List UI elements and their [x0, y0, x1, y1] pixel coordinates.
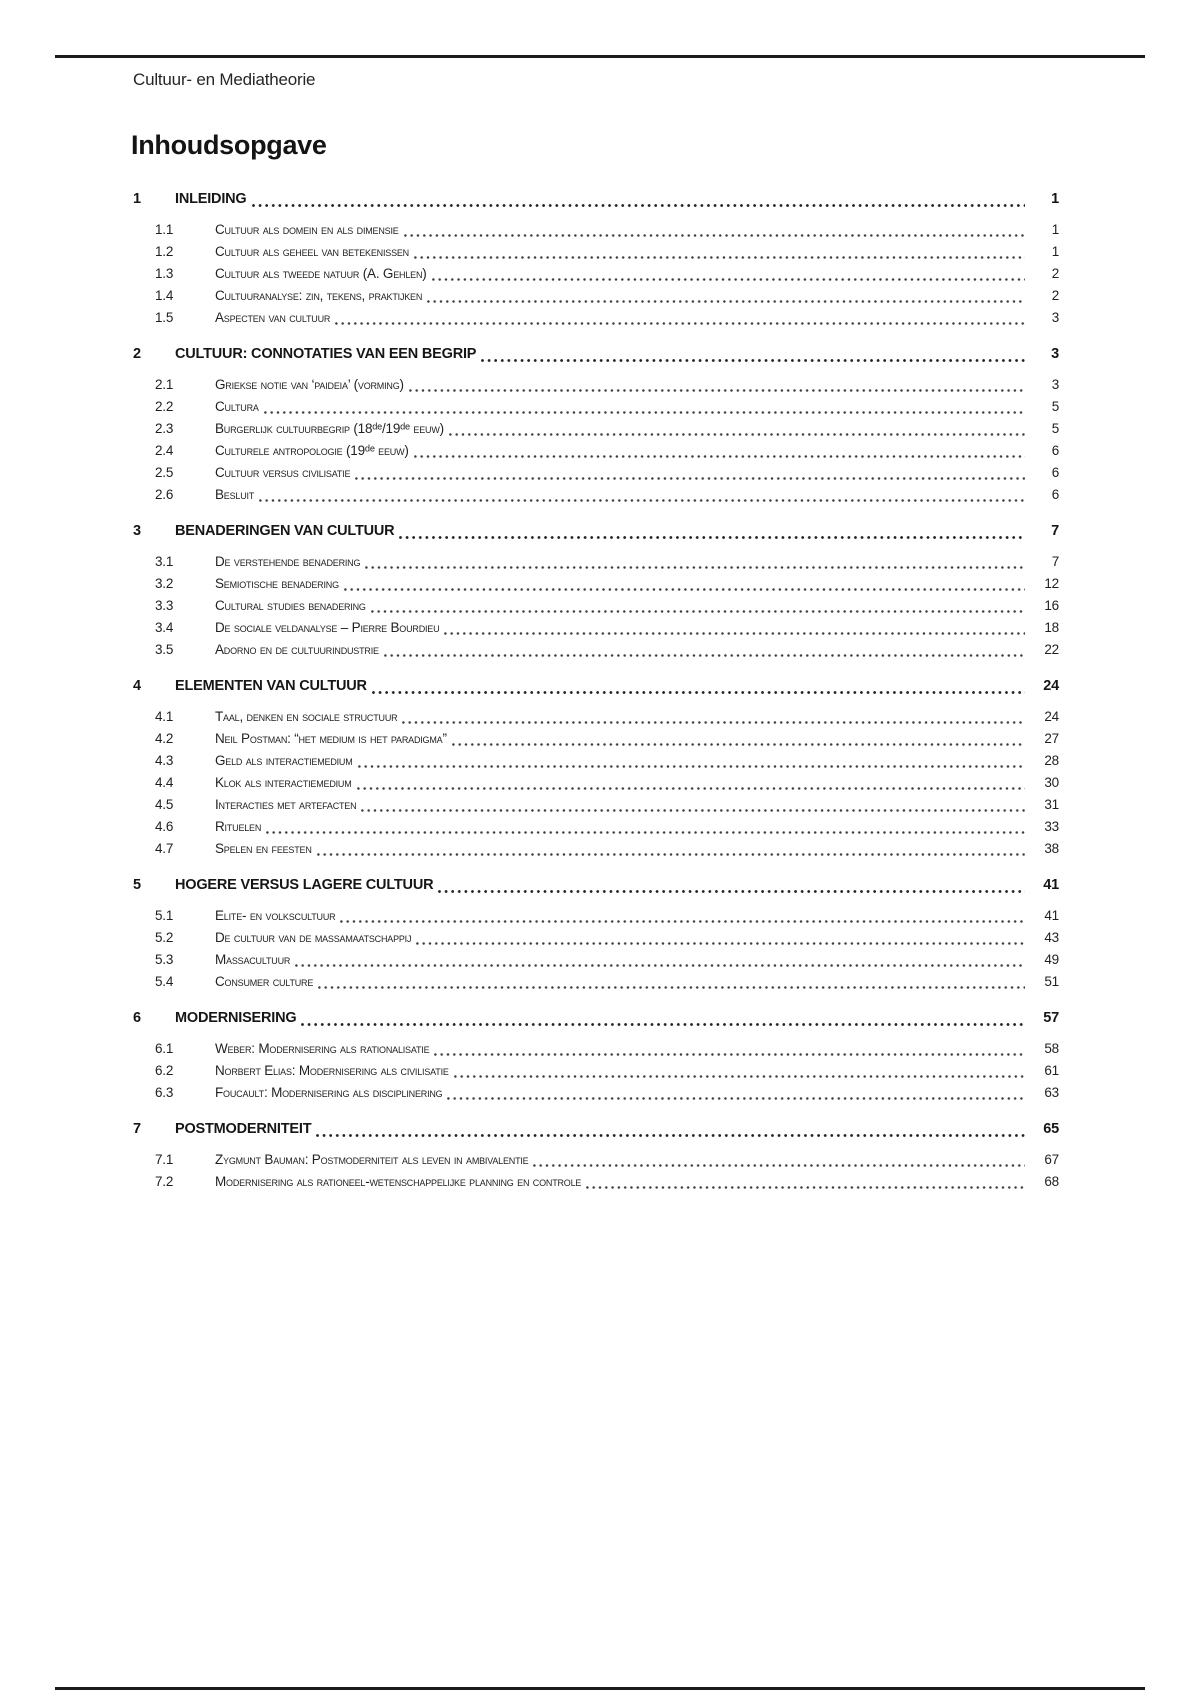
toc-sub-row-2.6 [133, 484, 1059, 506]
entry-title: CULTUUR: CONNOTATIES VAN EEN BEGRIP [175, 346, 477, 362]
entry-title: Spelen en feesten [215, 841, 312, 856]
dot-leader [447, 1097, 1025, 1100]
entry-title: Culturele antropologie (19ᵈᵉ eeuw) [215, 443, 409, 458]
entry-title: Interacties met artefacten [215, 797, 357, 812]
entry-number: 7 [133, 1121, 141, 1137]
toc-sub-row-3.2 [133, 573, 1059, 595]
entry-number: 2.4 [155, 443, 174, 458]
entry-page-number: 2 [1051, 266, 1059, 281]
entry-title: Zygmunt Bauman: Postmoderniteit als leven in ambivalentie [215, 1152, 529, 1167]
entry-number: 3.2 [155, 576, 174, 591]
entry-page-number: 3 [1051, 377, 1059, 392]
entry-number: 5.3 [155, 952, 174, 967]
dot-leader [416, 942, 1025, 945]
entry-title: Rituelen [215, 819, 262, 834]
entry-title: Semiotische benadering [215, 576, 339, 591]
entry-title: Griekse notie van ‘paideia’ (vorming) [215, 377, 404, 392]
entry-title: Cultuur versus civilisatie [215, 465, 351, 480]
entry-number: 5.2 [155, 930, 174, 945]
entry-number: 1.2 [155, 244, 174, 259]
entry-number: 6 [133, 1010, 141, 1026]
entry-number: 4.3 [155, 753, 174, 768]
dot-leader [533, 1164, 1025, 1167]
entry-title: Aspecten van cultuur [215, 310, 331, 325]
toc-chapter-row-6 [133, 1006, 1059, 1030]
toc-chapter-row-2 [133, 342, 1059, 366]
toc-sub-row-3.5 [133, 639, 1059, 661]
entry-number: 2 [133, 346, 141, 362]
entry-number: 5.1 [155, 908, 174, 923]
entry-page-number: 16 [1044, 598, 1059, 613]
entry-number: 4.5 [155, 797, 174, 812]
entry-page-number: 7 [1051, 554, 1059, 569]
toc-sub-row-6.1 [133, 1038, 1059, 1060]
entry-title: Besluit [215, 487, 255, 502]
toc-chapter-row-4 [133, 674, 1059, 698]
entry-number: 7.2 [155, 1174, 174, 1189]
entry-number: 4.7 [155, 841, 174, 856]
entry-title: Cultuuranalyse: zin, tekens, praktijken [215, 288, 423, 303]
dot-leader [365, 566, 1025, 569]
entry-title: Modernisering als rationeel-wetenschappelijke planning en controle [215, 1174, 582, 1189]
dot-leader [444, 632, 1025, 635]
entry-page-number: 41 [1044, 908, 1059, 923]
toc-sub-row-2.4 [133, 440, 1059, 462]
dot-leader [414, 455, 1025, 458]
entry-title: ELEMENTEN VAN CULTUUR [175, 678, 367, 694]
entry-page-number: 38 [1044, 841, 1059, 856]
document-header: Cultuur- en Mediatheorie [133, 70, 316, 89]
entry-number: 4 [133, 678, 141, 694]
bottom-rule [55, 1687, 1145, 1690]
entry-title: Cultuur als geheel van betekenissen [215, 244, 409, 259]
entry-title: De sociale veldanalyse – Pierre Bourdieu [215, 620, 440, 635]
entry-number: 5.4 [155, 974, 174, 989]
entry-page-number: 7 [1051, 523, 1059, 539]
entry-number: 1.4 [155, 288, 174, 303]
entry-number: 3.3 [155, 598, 174, 613]
entry-page-number: 1 [1051, 222, 1059, 237]
dot-leader [372, 691, 1025, 694]
entry-number: 6.3 [155, 1085, 174, 1100]
toc-sub-row-2.3 [133, 418, 1059, 440]
entry-title: Norbert Elias: Modernisering als civilisatie [215, 1063, 449, 1078]
entry-title: INLEIDING [175, 191, 247, 207]
dot-leader [414, 256, 1025, 259]
entry-number: 4.4 [155, 775, 174, 790]
toc-sub-row-1.4 [133, 285, 1059, 307]
toc-sub-row-5.1 [133, 905, 1059, 927]
entry-page-number: 51 [1044, 974, 1059, 989]
entry-page-number: 65 [1043, 1121, 1059, 1137]
entry-title: Klok als interactiemedium [215, 775, 352, 790]
dot-leader [384, 654, 1025, 657]
entry-page-number: 5 [1051, 421, 1059, 436]
entry-number: 5 [133, 877, 141, 893]
entry-number: 1.5 [155, 310, 174, 325]
entry-page-number: 1 [1051, 191, 1059, 207]
entry-page-number: 6 [1051, 465, 1059, 480]
entry-title: Consumer culture [215, 974, 314, 989]
entry-title: MODERNISERING [175, 1010, 297, 1026]
entry-title: Foucault: Modernisering als disciplinering [215, 1085, 443, 1100]
dot-leader [252, 204, 1025, 207]
entry-number: 1.3 [155, 266, 174, 281]
entry-title: Cultuur als domein en als dimensie [215, 222, 399, 237]
dot-leader [264, 411, 1025, 414]
toc-sub-row-1.5 [133, 307, 1059, 329]
toc-sub-row-4.3 [133, 750, 1059, 772]
entry-page-number: 24 [1043, 678, 1059, 694]
toc-sub-row-2.2 [133, 396, 1059, 418]
entry-number: 3.5 [155, 642, 174, 657]
toc-sub-row-4.5 [133, 794, 1059, 816]
dot-leader [357, 787, 1025, 790]
toc-sub-row-3.1 [133, 551, 1059, 573]
dot-leader [404, 234, 1025, 237]
dot-leader [427, 300, 1025, 303]
entry-title: Cultuur als tweede natuur (A. Gehlen) [215, 266, 427, 281]
entry-number: 2.1 [155, 377, 174, 392]
entry-number: 2.5 [155, 465, 174, 480]
toc-sub-row-4.4 [133, 772, 1059, 794]
dot-leader [399, 536, 1025, 539]
entry-page-number: 68 [1044, 1174, 1059, 1189]
dot-leader [454, 1075, 1025, 1078]
entry-title: De cultuur van de massamaatschappij [215, 930, 412, 945]
entry-title: Burgerlijk cultuurbegrip (18ᵈᵉ/19ᵈᵉ eeuw) [215, 421, 444, 436]
toc-chapter-row-7 [133, 1117, 1059, 1141]
toc-sub-row-5.2 [133, 927, 1059, 949]
entry-number: 1 [133, 191, 141, 207]
toc-sub-row-3.3 [133, 595, 1059, 617]
toc-sub-row-1.1 [133, 219, 1059, 241]
dot-leader [402, 721, 1025, 724]
toc-sub-row-4.6 [133, 816, 1059, 838]
toc-sub-row-4.1 [133, 706, 1059, 728]
dot-leader [361, 809, 1025, 812]
entry-page-number: 30 [1044, 775, 1059, 790]
toc-sub-row-6.2 [133, 1060, 1059, 1082]
entry-number: 3.1 [155, 554, 174, 569]
entry-title: HOGERE VERSUS LAGERE CULTUUR [175, 877, 434, 893]
entry-number: 2.2 [155, 399, 174, 414]
entry-number: 1.1 [155, 222, 174, 237]
dot-leader [295, 964, 1025, 967]
entry-title: Adorno en de cultuurindustrie [215, 642, 379, 657]
toc-sub-row-1.2 [133, 241, 1059, 263]
entry-title: Weber: Modernisering als rationalisatie [215, 1041, 430, 1056]
entry-page-number: 28 [1044, 753, 1059, 768]
entry-title: Massacultuur [215, 952, 291, 967]
entry-number: 3.4 [155, 620, 174, 635]
dot-leader [432, 278, 1025, 281]
entry-title: Cultura [215, 399, 259, 414]
entry-title: Neil Postman: “het medium is het paradigma” [215, 731, 447, 746]
dot-leader [301, 1023, 1025, 1026]
entry-number: 2.6 [155, 487, 174, 502]
toc-sub-row-4.7 [133, 838, 1059, 860]
entry-page-number: 6 [1051, 487, 1059, 502]
dot-leader [438, 890, 1025, 893]
entry-page-number: 41 [1043, 877, 1059, 893]
entry-title: Taal, denken en sociale structuur [215, 709, 398, 724]
dot-leader [586, 1186, 1025, 1189]
entry-number: 4.6 [155, 819, 174, 834]
entry-title: De verstehende benadering [215, 554, 361, 569]
entry-number: 2.3 [155, 421, 174, 436]
entry-page-number: 18 [1044, 620, 1059, 635]
entry-number: 4.2 [155, 731, 174, 746]
entry-page-number: 57 [1043, 1010, 1059, 1026]
entry-page-number: 1 [1051, 244, 1059, 259]
dot-leader [335, 322, 1025, 325]
entry-page-number: 33 [1044, 819, 1059, 834]
entry-number: 6.2 [155, 1063, 174, 1078]
toc-sub-row-4.2 [133, 728, 1059, 750]
dot-leader [316, 1134, 1025, 1137]
dot-leader [318, 986, 1025, 989]
dot-leader [358, 765, 1025, 768]
toc-sub-row-5.3 [133, 949, 1059, 971]
top-rule [55, 55, 1145, 58]
toc-chapter-row-3 [133, 519, 1059, 543]
dot-leader [452, 743, 1025, 746]
dot-leader [481, 359, 1025, 362]
entry-page-number: 67 [1044, 1152, 1059, 1167]
toc-sub-row-6.3 [133, 1082, 1059, 1104]
toc-sub-row-7.2 [133, 1171, 1059, 1193]
toc-sub-row-7.1 [133, 1149, 1059, 1171]
entry-number: 3 [133, 523, 141, 539]
entry-number: 6.1 [155, 1041, 174, 1056]
entry-title: POSTMODERNITEIT [175, 1121, 312, 1137]
entry-number: 7.1 [155, 1152, 174, 1167]
entry-page-number: 3 [1051, 310, 1059, 325]
entry-page-number: 49 [1044, 952, 1059, 967]
entry-page-number: 63 [1044, 1085, 1059, 1100]
dot-leader [340, 920, 1025, 923]
toc-sub-row-2.1 [133, 374, 1059, 396]
entry-page-number: 27 [1044, 731, 1059, 746]
toc [133, 174, 1059, 1193]
entry-page-number: 24 [1044, 709, 1059, 724]
entry-page-number: 43 [1044, 930, 1059, 945]
entry-title: Cultural studies benadering [215, 598, 366, 613]
toc-sub-row-1.3 [133, 263, 1059, 285]
entry-page-number: 22 [1044, 642, 1059, 657]
entry-page-number: 12 [1044, 576, 1059, 591]
entry-number: 4.1 [155, 709, 174, 724]
toc-chapter-row-1 [133, 187, 1059, 211]
entry-page-number: 61 [1044, 1063, 1059, 1078]
dot-leader [344, 588, 1025, 591]
dot-leader [259, 499, 1025, 502]
page-title: Inhoudsopgave [131, 130, 327, 160]
entry-title: Geld als interactiemedium [215, 753, 353, 768]
toc-sub-row-2.5 [133, 462, 1059, 484]
toc-sub-row-5.4 [133, 971, 1059, 993]
entry-page-number: 58 [1044, 1041, 1059, 1056]
entry-page-number: 5 [1051, 399, 1059, 414]
entry-title: BENADERINGEN VAN CULTUUR [175, 523, 395, 539]
entry-page-number: 6 [1051, 443, 1059, 458]
entry-title: Elite- en volkscultuur [215, 908, 336, 923]
entry-page-number: 3 [1051, 346, 1059, 362]
entry-page-number: 2 [1051, 288, 1059, 303]
dot-leader [409, 389, 1025, 392]
dot-leader [371, 610, 1025, 613]
dot-leader [355, 477, 1025, 480]
dot-leader [434, 1053, 1025, 1056]
toc-chapter-row-5 [133, 873, 1059, 897]
entry-page-number: 31 [1044, 797, 1059, 812]
dot-leader [317, 853, 1025, 856]
dot-leader [266, 831, 1025, 834]
dot-leader [449, 433, 1025, 436]
toc-sub-row-3.4 [133, 617, 1059, 639]
